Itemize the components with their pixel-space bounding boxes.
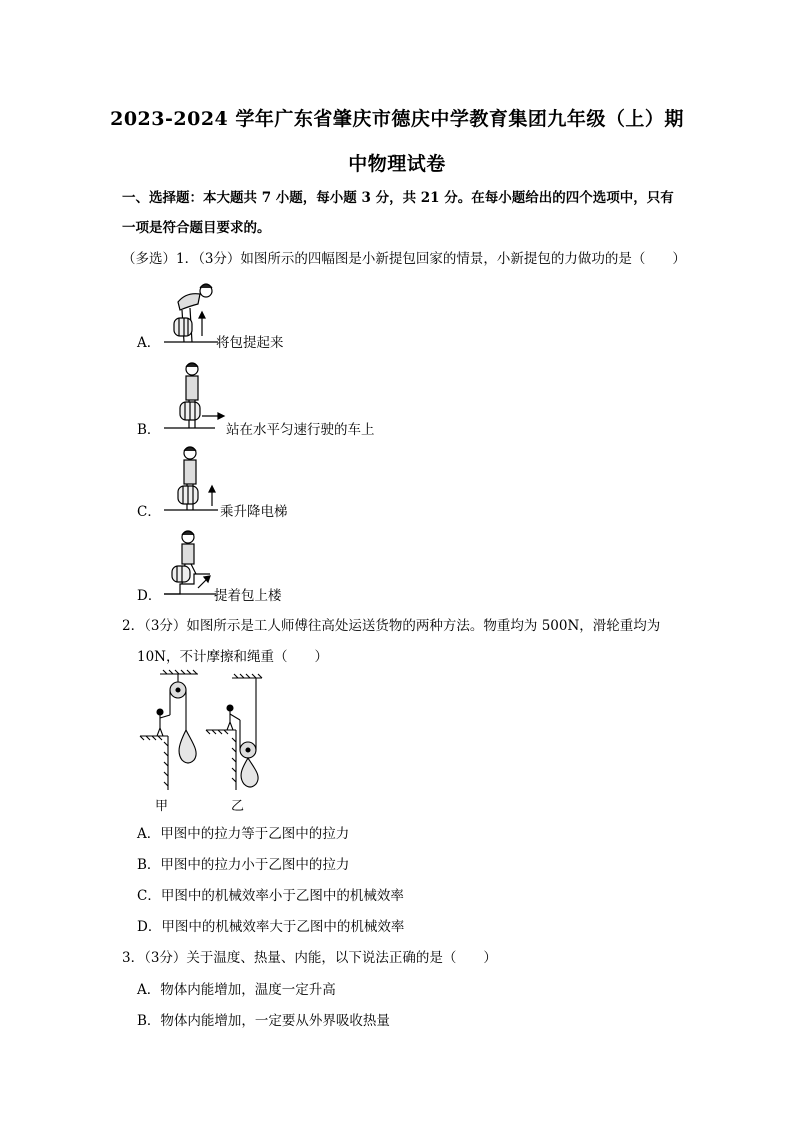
question-2-stem: 2．（3分）如图所示是工人师傅往高处运送货物的两种方法。物重均为 500N，滑轮重均为	[122, 618, 661, 634]
q1-option-c-caption: 乘升降电梯	[220, 504, 288, 520]
q1-figure-a	[160, 278, 220, 348]
page-title: 2023-2024 学年广东省肇庆市德庆中学教育集团九年级（上）期	[110, 108, 684, 130]
q3-option-a: A．物体内能增加，温度一定升高	[137, 982, 336, 998]
q1-option-d-letter: D．	[137, 588, 162, 604]
q1-option-a-caption: 将包提起来	[216, 335, 284, 351]
q3-option-b: B．物体内能增加，一定要从外界吸收热量	[137, 1013, 390, 1029]
question-2-stem-line2: 10N，不计摩擦和绳重（ ）	[137, 649, 328, 665]
question-1-stem: （多选）1．（3分）如图所示的四幅图是小新提包回家的情景，小新提包的力做功的是（ ）	[122, 251, 686, 267]
pulley-figure	[138, 670, 278, 805]
q1-option-c-letter: C．	[137, 504, 161, 520]
q1-option-b-letter: B．	[137, 422, 161, 438]
page-title-line2: 中物理试卷	[348, 153, 446, 175]
figure-label-yi: 乙	[231, 799, 245, 814]
q2-option-d: D．甲图中的机械效率大于乙图中的机械效率	[137, 919, 405, 935]
q2-option-b: B．甲图中的拉力小于乙图中的拉力	[137, 857, 350, 873]
figure-label-jia: 甲	[155, 799, 169, 814]
section-heading: 一、选择题：本大题共 7 小题，每小题 3 分，共 21 分。在每小题给出的四个选项中，只有	[122, 190, 674, 206]
section-heading-line2: 一项是符合题目要求的。	[122, 220, 271, 236]
q1-option-a-letter: A．	[137, 335, 161, 351]
q1-option-b-caption: 站在水平匀速行驶的车上	[226, 422, 375, 438]
q2-option-c: C．甲图中的机械效率小于乙图中的机械效率	[137, 888, 404, 904]
question-3-stem: 3．（3分）关于温度、热量、内能，以下说法正确的是（ ）	[122, 950, 497, 966]
q1-figure-b	[160, 360, 230, 435]
q2-option-a: A．甲图中的拉力等于乙图中的拉力	[137, 826, 350, 842]
q1-option-d-caption: 提着包上楼	[214, 588, 282, 604]
